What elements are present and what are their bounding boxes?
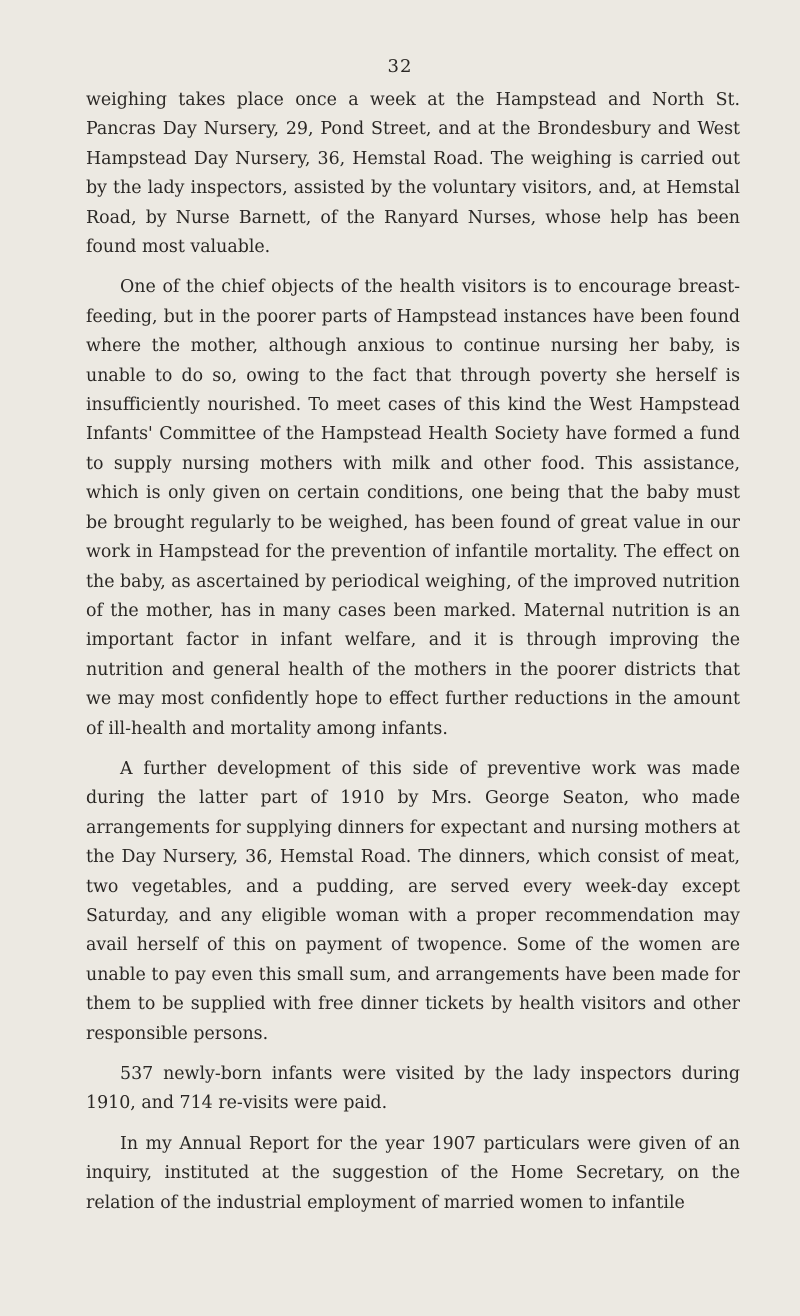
paragraph-infant-visits: 537 newly-born infants were visited by the lady inspectors during 1910, and 714 re-visits were paid. — [86, 1064, 740, 1114]
paragraph-weighing: weighing takes place once a week at the Hampstead and North St. Pancras Day Nursery, 29, Pond Street, and at the Brondesbury and West Hampstead Day Nursery, 36, Hemstal Road. The weighing is carried out by the lady inspectors, assisted by the voluntary visitors, and, at Hemstal Road, by Nurse Barnett, of the Ranyard Nurses, whose help has been found most valuable. — [86, 90, 740, 258]
paragraph-breast-feeding: One of the chief objects of the health visitors is to encourage breast-feeding, but in the poorer parts of Hampstead instances have been found where the mother, although anxious to continue nursing her baby, is unable to do so, owing to the fact that through poverty she herself is insufficiently nourished. To meet cases of this kind the West Hampstead Infants' Committee of the Hampstead Health Society have formed a fund to supply nursing mothers with milk and other food. This assistance, which is only given on certain conditions, one being that the baby must be brought regularly to be weighed, has been found of great value in our work in Hampstead for the prevention of infantile mortality. The effect on the baby, as ascertained by periodical weighing, of the improved nutrition of the mother, has in many cases been marked. Maternal nutrition is an important factor in infant welfare, and it is through improving the nutrition and general health of the mothers in the poorer districts that we may most confidently hope to effect further reductions in the amount of ill-health and mortality among infants. — [86, 277, 740, 739]
body-text — [86, 86, 740, 1218]
paragraph-dinners: A further development of this side of preventive work was made during the latter part of 1910 by Mrs. George Seaton, who made arrangements for supplying dinners for expectant and nursing mothers at the Day Nursery, 36, Hemstal Road. The dinners, which consist of meat, two vegetables, and a pudding, are served every week-day except Saturday, and any eligible woman with a proper recommendation may avail herself of this on payment of twopence. Some of the women are unable to pay even this small sum, and arrangements have been made for them to be supplied with free dinner tickets by health visitors and other responsible persons. — [86, 758, 740, 1044]
page-number: 32 — [387, 56, 413, 77]
paragraph-annual-report: In my Annual Report for the year 1907 particulars were given of an inquiry, instituted at the suggestion of the Home Secretary, on the relation of the industrial employment of married women to infantile — [86, 1133, 740, 1213]
